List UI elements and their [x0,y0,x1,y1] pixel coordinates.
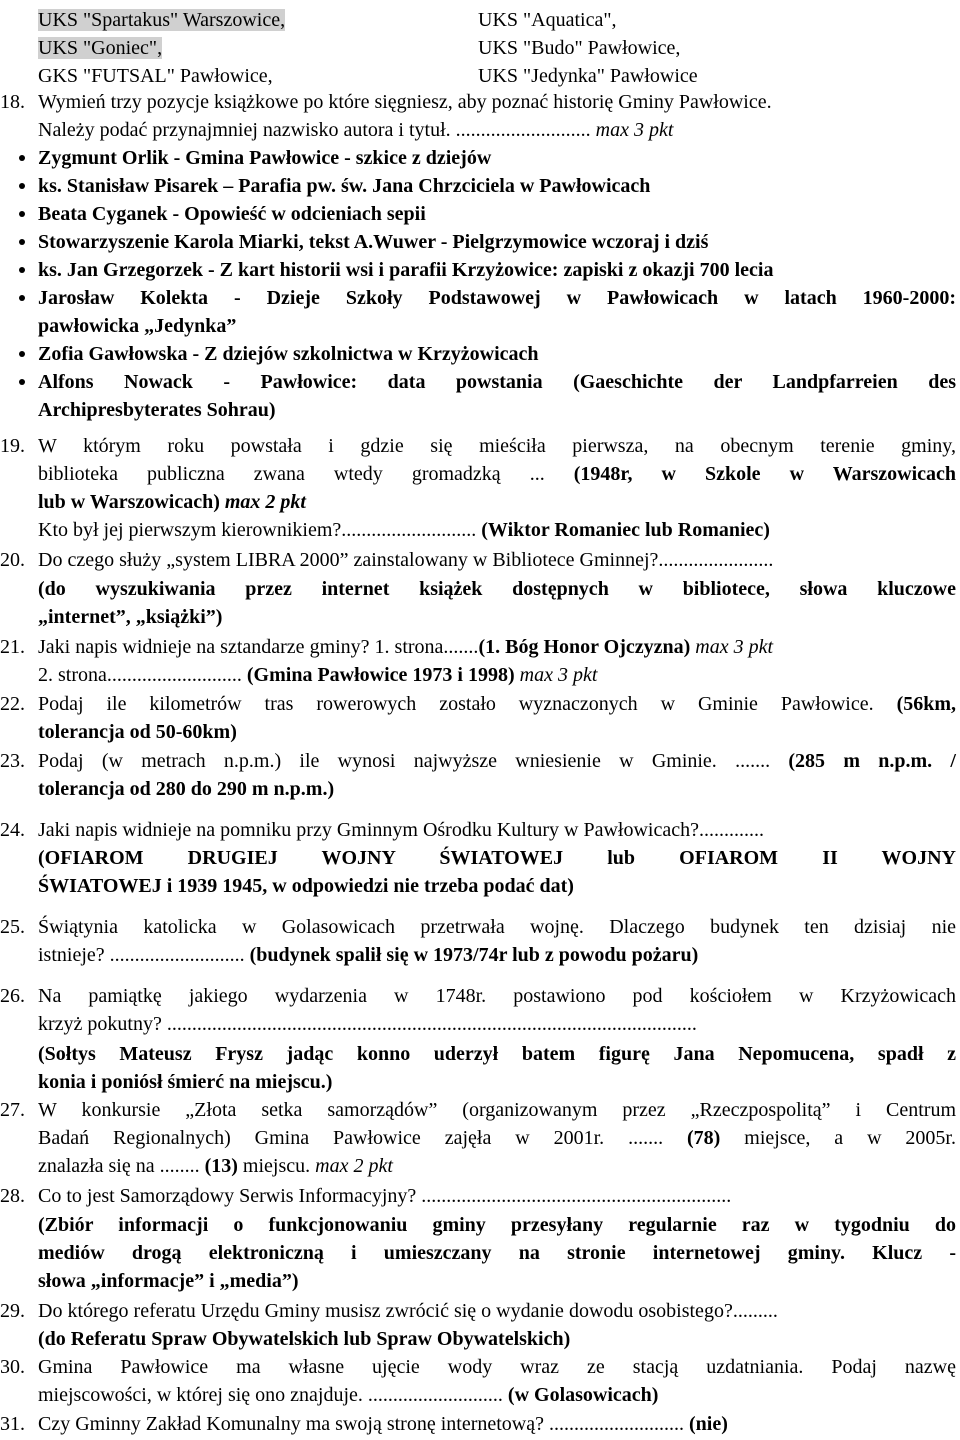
book-item: Jarosław Kolekta - Dzieje Szkoły Podstawowej w Pawłowicach w latach 1960-2000: [38,287,956,309]
answer-text: (w Golasowicach) [507,1384,659,1406]
answer-text: (78) [687,1127,721,1149]
bullet-icon [19,267,25,273]
answer-text: (OFIAROM DRUGIEJ WOJNY ŚWIATOWEJ lub OFIAROM II WOJNY [38,847,956,869]
question-text: Wymień trzy pozycje książkowe po które sięgniesz, aby poznać historię Gminy Pawłowice. [38,91,772,113]
question-text: 2. strona........................... (Gmina Pawłowice 1973 i 1998) max 3 pkt [38,664,598,686]
points-label: max 3 pkt [595,119,674,141]
book-item: ks. Stanisław Pisarek – Parafia pw. św. Jana Chrzciciela w Pawłowicach [38,175,651,197]
club-left-3: GKS "FUTSAL" Pawłowice, [38,65,273,87]
answer-text: tolerancja od 280 do 290 m n.p.m.) [38,778,335,800]
club-left-1: UKS "Spartakus" Warszowice, [38,9,286,31]
question-number: 24. [0,819,25,841]
club-right-1: UKS "Aquatica", [478,9,617,31]
question-text: W konkursie „Złota setka samorządów” (organizowanym przez „Rzeczpospolitą” i Centrum [38,1099,956,1121]
question-text: biblioteka publiczna zwana wtedy gromadzką ... (1948r, w Szkole w Warszowicach [38,463,957,485]
question-text: Świątynia katolicka w Golasowicach przetrwała wojnę. Dlaczego budynek ten dzisiaj nie [38,916,956,938]
bullet-icon [19,183,25,189]
points-label: max 3 pkt [695,636,774,658]
book-item: ks. Jan Grzegorzek - Z kart historii wsi i parafii Krzyżowice: zapiski z okazji 700 lecia [38,259,774,281]
book-item: Beata Cyganek - Opowieść w odcieniach sepii [38,203,426,225]
book-item-continuation: Archipresbyterates Sohrau) [38,399,276,421]
book-item: Stowarzyszenie Karola Miarki, tekst A.Wuwer - Pielgrzymowice wczoraj i dziś [38,231,709,253]
answer-text: (budynek spalił się w 1973/74r lub z powodu pożaru) [249,944,699,966]
book-item: Alfons Nowack - Pawłowice: data powstania (Gaeschichte der Landpfarreien des [38,371,956,393]
answer-text: lub w Warszowicach) max 2 pkt [38,491,306,513]
question-text: Podaj (w metrach n.p.m.) ile wynosi najwyższe wniesienie w Gminie. ....... (285 m n.p.m. / [38,750,956,772]
question-number: 20. [0,549,25,571]
answer-text: (Wiktor Romaniec lub Romaniec) [481,519,770,541]
points-label: max 2 pkt [315,1155,393,1177]
bullet-icon [19,351,25,357]
answer-text: (do wyszukiwania przez internet książek dostępnych w bibliotece, słowa kluczowe [38,578,956,600]
question-number: 30. [0,1356,25,1378]
book-item: Zofia Gawłowska - Z dziejów szkolnictwa w Krzyżowicach [38,343,539,365]
answer-text: (do Referatu Spraw Obywatelskich lub Spraw Obywatelskich) [38,1328,571,1350]
bullet-icon [19,379,25,385]
answer-text: (56km, [896,693,957,715]
question-number: 28. [0,1185,25,1207]
club-left-2: UKS "Goniec", [38,37,163,59]
bullet-icon [19,155,25,161]
question-text: Jaki napis widnieje na pomniku przy Gminnym Ośrodku Kultury w Pawłowicach?............. [38,819,764,841]
answer-text: ŚWIATOWEJ i 1939 1945, w odpowiedzi nie trzeba podać dat) [38,875,574,897]
question-number: 31. [0,1413,25,1435]
answer-text: (Zbiór informacji o funkcjonowaniu gminy przesyłany regularnie raz w tygodniu do [38,1214,956,1236]
question-text: Należy podać przynajmniej nazwisko autora i tytuł. ........................... max 3 pkt [38,119,674,141]
answer-text: (Gmina Pawłowice 1973 i 1998) [246,664,515,686]
club-right-3: UKS "Jedynka" Pawłowice [478,65,698,87]
question-number: 23. [0,750,25,772]
bullet-icon [19,239,25,245]
question-text: krzyż pokutny? .......................................................................................................... [38,1013,697,1035]
answer-text: „internet”, „książki”) [38,606,223,628]
question-number: 26. [0,985,25,1007]
question-number: 29. [0,1300,25,1322]
points-label: max 3 pkt [519,664,598,686]
question-text: Gmina Pawłowice ma własne ujęcie wody wraz ze stacją uzdatniania. Podaj nazwę [38,1356,956,1378]
question-text: znalazła się na ........ (13) miejscu. max 2 pkt [38,1155,393,1177]
question-text: Na pamiątkę jakiego wydarzenia w 1748r. postawiono pod kościołem w Krzyżowicach [38,985,956,1007]
question-text: miejscowości, w której się ono znajduje. ........................... (w Golasowicach) [38,1384,659,1406]
question-text: Czy Gminny Zakład Komunalny ma swoją stronę internetową? ........................... (nie) [38,1413,728,1435]
answer-text: (nie) [689,1413,728,1435]
question-text: Badań Regionalnych) Gmina Pawłowice zajęła w 2001r. ....... (78) miejsce, a w 2005r. [38,1127,956,1149]
answer-text: (285 m n.p.m. / [788,750,956,772]
bullet-icon [19,295,25,301]
points-label: max 2 pkt [224,491,306,513]
question-text: Do którego referatu Urzędu Gminy musisz zwrócić się o wydanie dowodu osobistego?......... [38,1300,778,1322]
answer-text: mediów drogą elektroniczną i umieszczany na stronie internetowej gminy. Klucz - [38,1242,956,1264]
answer-text: (13) [204,1155,238,1177]
question-text: Kto był jej pierwszym kierownikiem?........................... (Wiktor Romaniec lub Romaniec) [38,519,770,541]
question-number: 21. [0,636,25,658]
answer-text: tolerancja od 50-60km) [38,721,237,743]
question-text: Podaj ile kilometrów tras rowerowych zostało wyznaczonych w Gminie Pawłowice. (56km, [38,693,957,715]
question-number: 19. [0,435,25,457]
question-text: Jaki napis widnieje na sztandarze gminy? 1. strona.......(1. Bóg Honor Ojczyzna) max 3 pkt [38,636,774,658]
bullet-icon [19,211,25,217]
question-number: 22. [0,693,25,715]
answer-text: konia i poniósł śmierć na miejscu.) [38,1071,333,1093]
question-number: 27. [0,1099,25,1121]
club-right-2: UKS "Budo" Pawłowice, [478,37,681,59]
question-number: 18. [0,91,25,113]
book-item-continuation: pawłowicka „Jedynka” [38,315,237,337]
answer-text: (1948r, w Szkole w Warszowicach [573,463,957,485]
answer-text: (1. Bóg Honor Ojczyzna) [478,636,691,658]
question-text: Co to jest Samorządowy Serwis Informacyjny? .............................................................. [38,1185,732,1207]
book-item: Zygmunt Orlik - Gmina Pawłowice - szkice z dziejów [38,147,492,169]
answer-text: (Sołtys Mateusz Frysz jadąc konno uderzył batem figurę Jana Nepomucena, spadł z [38,1043,956,1065]
question-text: Do czego służy „system LIBRA 2000” zainstalowany w Bibliotece Gminnej?....................... [38,549,774,571]
question-number: 25. [0,916,25,938]
question-text: W którym roku powstała i gdzie się mieściła pierwsza, na obecnym terenie gminy, [38,435,956,457]
answer-text: słowa „informacje” i „media”) [38,1270,299,1292]
question-text: istnieje? ........................... (budynek spalił się w 1973/74r lub z powodu pożaru) [38,944,699,966]
